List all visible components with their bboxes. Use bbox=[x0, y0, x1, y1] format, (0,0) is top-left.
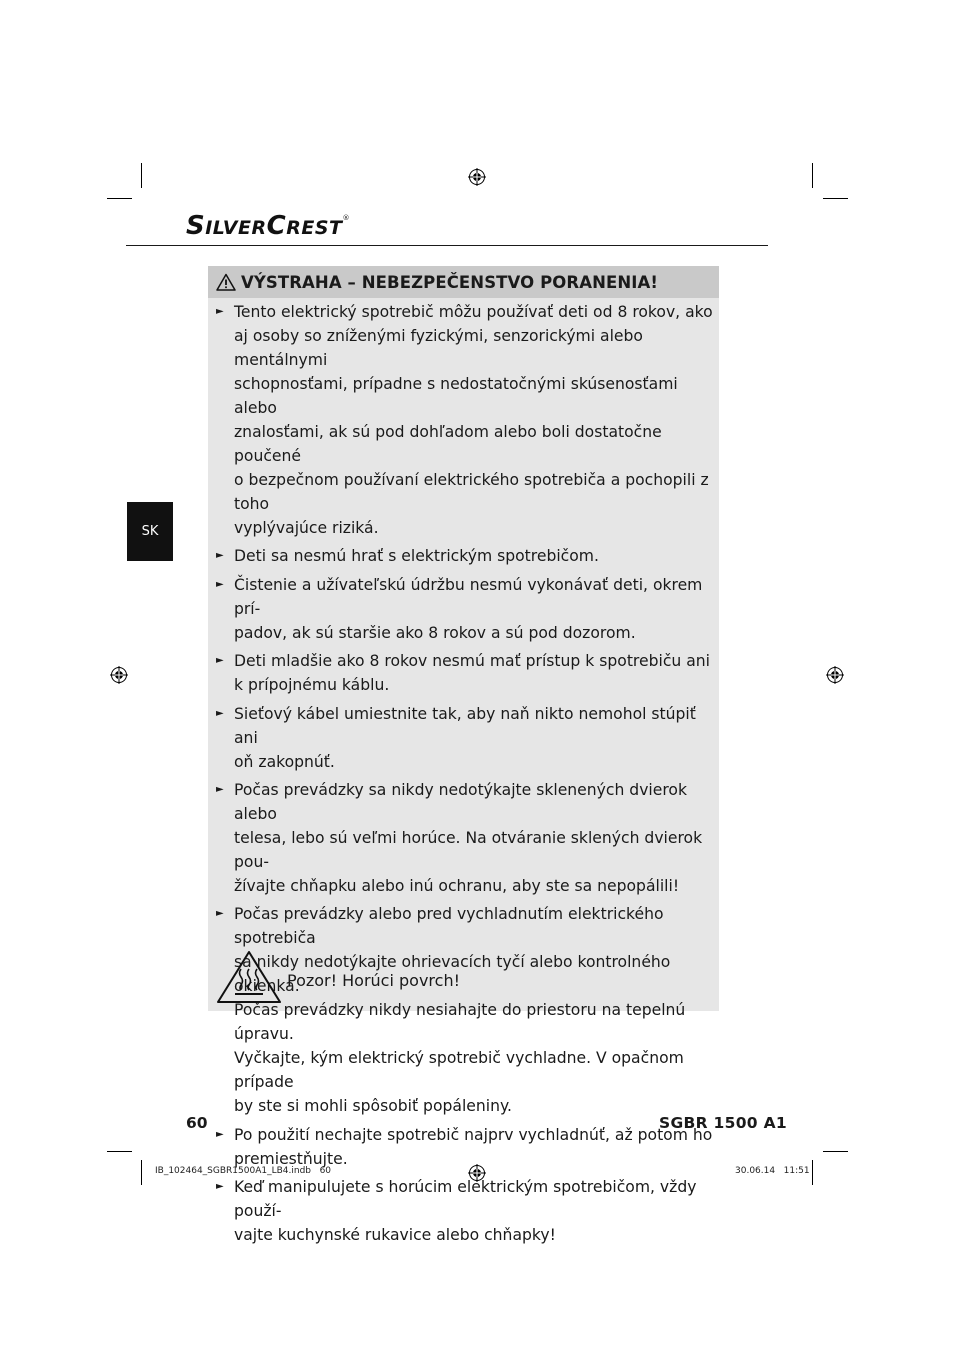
bullet-arrow-icon: ► bbox=[216, 1181, 224, 1193]
list-item-text: Tento elektrický spotrebič môžu používať deti od 8 rokov, ako aj osoby so zníženými fyzickými, senzorickými alebo mentálnymi schopnosťami, prípadne s nedostatočnými skúsenosťami alebo znalosťami, ak sú pod dohľadom alebo boli dostatočne poučené o bezpečnom používaní elektrického spotrebiča a pochopili z toho vyplývajúce riziká. bbox=[234, 303, 713, 537]
crop-mark bbox=[141, 1160, 142, 1185]
list-item bbox=[208, 300, 719, 540]
crop-mark bbox=[812, 1160, 813, 1185]
bullet-arrow-icon: ► bbox=[216, 578, 224, 590]
crop-mark bbox=[141, 163, 142, 188]
list-item-text: Počas prevádzky sa nikdy nedotýkajte sklenených dvierok alebo telesa, lebo sú veľmi horúce. Na otváranie sklených dvierok pou- žívajte chňapku alebo inú ochranu, aby ste sa nepopálili! bbox=[234, 780, 703, 895]
registration-mark-icon bbox=[468, 168, 486, 186]
language-tab bbox=[127, 502, 173, 561]
hot-surface-warning-icon bbox=[215, 949, 283, 1005]
brand-letters: ILVER bbox=[205, 217, 267, 239]
bullet-arrow-icon: ► bbox=[216, 306, 224, 317]
registered-mark: ® bbox=[342, 214, 350, 222]
crop-mark bbox=[812, 163, 813, 188]
warning-list bbox=[208, 300, 719, 1252]
registration-mark-icon bbox=[110, 666, 128, 684]
header-divider bbox=[126, 245, 768, 246]
bullet-arrow-icon: ► bbox=[216, 783, 224, 795]
list-item bbox=[208, 1175, 719, 1247]
print-slug-file: IB_102464_SGBR1500A1_LB4.indb 60 bbox=[155, 1166, 332, 1176]
bullet-arrow-icon: ► bbox=[216, 550, 224, 562]
bullet-arrow-icon: ► bbox=[216, 655, 224, 667]
bullet-arrow-icon: ► bbox=[216, 707, 224, 719]
print-slug-date: 30.06.14 11:51 bbox=[735, 1166, 810, 1176]
list-item-text: Sieťový kábel umiestnite tak, aby naň nikto nemohol stúpiť ani oň zakopnúť. bbox=[234, 704, 696, 771]
brand-letter: C bbox=[266, 211, 287, 241]
brand-logo bbox=[186, 211, 350, 241]
bullet-arrow-icon: ► bbox=[216, 1128, 224, 1140]
list-item-text: Deti mladšie ako 8 rokov nesmú mať prístup k spotrebiču ani k prípojnému káblu. bbox=[234, 652, 711, 695]
bullet-arrow-icon: ► bbox=[216, 908, 224, 920]
list-item-text: Čistenie a užívateľskú údržbu nesmú vykonávať deti, okrem prí- padov, ak sú staršie ako 8 rokov a sú pod dozorom. bbox=[234, 575, 703, 642]
crop-mark bbox=[823, 1151, 848, 1152]
registration-mark-icon bbox=[826, 666, 844, 684]
crop-mark bbox=[107, 198, 132, 199]
crop-mark bbox=[823, 198, 848, 199]
brand-letters: REST bbox=[286, 217, 343, 239]
hot-surface-label: Pozor! Horúci povrch! bbox=[287, 971, 460, 990]
page-number: 60 bbox=[186, 1114, 208, 1132]
list-item bbox=[208, 902, 719, 1118]
list-item-text: Po použití nechajte spotrebič najprv vychladnúť, až potom ho premiestňujte. bbox=[234, 1125, 713, 1168]
crop-mark bbox=[107, 1151, 132, 1152]
list-item-text: Počas prevádzky alebo pred vychladnutím elektrického spotrebiča sa nikdy nedotýkajte ohrievacích tyčí alebo kontrolného okienka. Počas prevádzky nikdy nesiahajte do priestoru na tepelnú úpravu. Vyčkajte, kým elektrický spotrebič vychladne. V opačnom prípade by ste si mohli spôsobiť popáleniny. bbox=[234, 905, 686, 1116]
brand-letter: S bbox=[186, 211, 206, 241]
list-item bbox=[208, 573, 719, 645]
list-item-text: Keď manipulujete s horúcim elektrickým spotrebičom, vždy použí- vajte kuchynské rukavice alebo chňapky! bbox=[234, 1178, 697, 1245]
list-item bbox=[208, 1123, 719, 1171]
warning-triangle-icon bbox=[216, 273, 236, 291]
list-item bbox=[208, 544, 719, 568]
warning-header bbox=[208, 266, 719, 298]
model-name: SGBR 1500 A1 bbox=[659, 1114, 787, 1132]
list-item-text: Deti sa nesmú hrať s elektrickým spotrebičom. bbox=[234, 547, 599, 566]
list-item bbox=[208, 702, 719, 774]
list-item bbox=[208, 649, 719, 697]
warning-title: VÝSTRAHA – NEBEZPEČENSTVO PORANENIA! bbox=[241, 272, 659, 292]
language-tab-label: SK bbox=[141, 524, 159, 539]
list-item bbox=[208, 778, 719, 898]
